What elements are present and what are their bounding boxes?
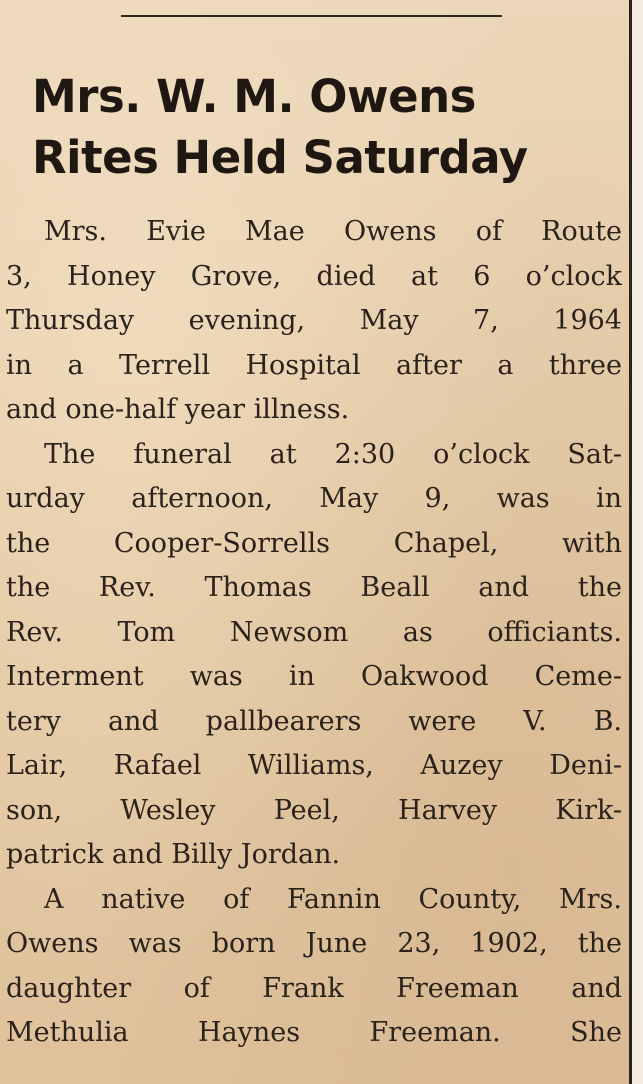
headline xyxy=(32,66,622,188)
article-body xyxy=(6,210,622,1056)
body-line: 3, Honey Grove, died at 6 o’clock xyxy=(6,260,622,292)
body-line: Owens was born June 23, 1902, the xyxy=(6,928,622,959)
body-line: son, Wesley Peel, Harvey Kirk- xyxy=(6,794,622,826)
body-line: urday afternoon, May 9, was in xyxy=(6,483,622,514)
body-line: the Rev. Thomas Beall and the xyxy=(6,572,622,603)
body-line: A native of Fannin County, Mrs. xyxy=(44,883,622,915)
body-line: and one-half year illness. xyxy=(6,394,350,425)
body-line: Mrs. Evie Mae Owens of Route xyxy=(44,216,622,247)
top-rule xyxy=(121,15,502,17)
body-line: Thursday evening, May 7, 1964 xyxy=(6,305,622,336)
headline-line-2: Rites Held Saturday xyxy=(32,131,528,184)
body-line: Rev. Tom Newsom as officiants. xyxy=(6,616,622,648)
body-line: the Cooper-Sorrells Chapel, with xyxy=(6,527,622,559)
body-line: Methulia Haynes Freeman. She xyxy=(6,1017,622,1048)
body-line: The funeral at 2:30 o’clock Sat- xyxy=(44,438,622,470)
body-line: tery and pallbearers were V. B. xyxy=(6,705,622,737)
body-line: daughter of Frank Freeman and xyxy=(6,972,622,1004)
body-line: Lair, Rafael Williams, Auzey Deni- xyxy=(6,750,622,781)
body-line: Interment was in Oakwood Ceme- xyxy=(6,661,622,692)
body-line: in a Terrell Hospital after a three xyxy=(6,349,622,381)
body-line: patrick and Billy Jordan. xyxy=(6,839,341,870)
background-strip xyxy=(632,0,643,1084)
headline-line-1: Mrs. W. M. Owens xyxy=(32,70,476,123)
